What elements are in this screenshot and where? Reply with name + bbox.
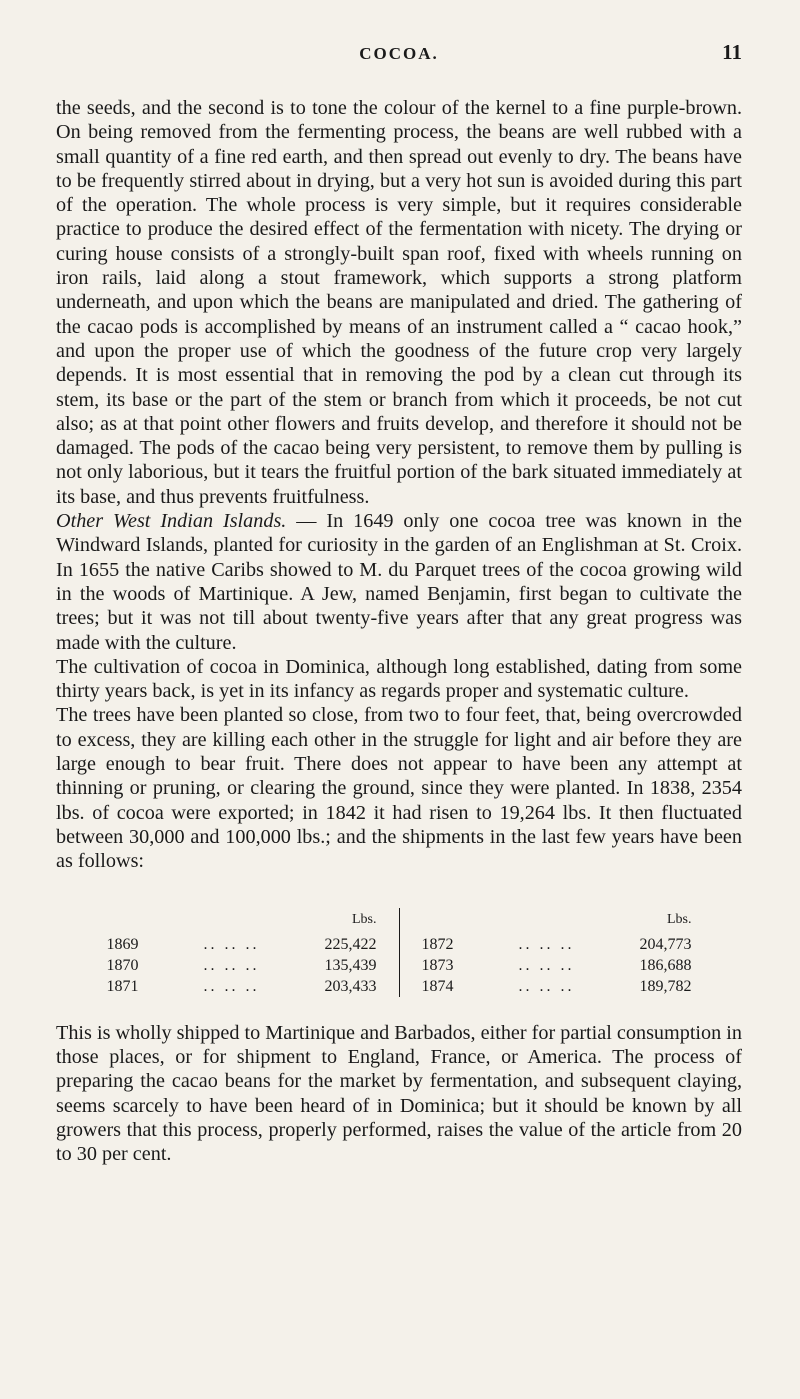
column-unit: Lbs. [667,911,692,927]
row-leader: .. .. .. [203,935,260,953]
table-column-left [85,908,399,997]
row-leader: .. .. .. [518,977,575,995]
body-text [56,96,742,1167]
section-heading: Other West Indian Islands. [56,510,287,533]
paragraph-closing: This is wholly shipped to Martinique and Barbados, either for partial consumption in those places, or for shipment to England, France, or America. The process of preparing the cacao beans for the market by fermentation, and subsequent claying, seems scarcely to have been heard of in Dominica; but it should be known by all growers that this process, properly performed, raises the value of the article from 20 to 30 per cent. [56,1021,742,1166]
row-leader: .. .. .. [203,956,260,974]
row-leader: .. .. .. [203,977,260,995]
running-head [56,38,742,78]
row-year: 1871 [106,977,139,995]
row-value: 135,439 [324,956,377,974]
row-year: 1872 [421,935,454,953]
row-leader: .. .. .. [518,956,575,974]
table-column-right [399,908,714,997]
page-number: 11 [722,40,742,64]
row-value: 189,782 [639,977,692,995]
paragraph-west-indian [56,509,742,655]
shipments-table [56,908,742,997]
row-leader: .. .. .. [518,935,575,953]
table-row [422,934,692,955]
table-row [107,976,377,997]
table-row [107,934,377,955]
table-row [422,976,692,997]
row-year: 1870 [106,956,139,974]
table-row [107,955,377,976]
section-text: In 1649 only one cocoa tree was known in the Windward Islands, planted for curiosity in the garden of an Englishman at St. Croix. In 1655 the native Caribs showed to M. du Parquet trees of the cocoa growing wild in the woods of Martinique. A Jew, named Benjamin, first began to cultivate the trees; but it was not till about twenty-five years after that any great progress was made with the culture. [56,510,742,654]
row-year: 1869 [106,935,139,953]
table-row [422,955,692,976]
row-value: 204,773 [639,935,692,953]
row-year: 1873 [421,956,454,974]
paragraph-seeds: the seeds, and the second is to tone the colour of the kernel to a fine purple-brown. On being removed from the fermenting process, the beans are well rubbed with a small quantity of a fine red earth, and then spread out evenly to dry. The beans have to be frequently stirred about in drying, but a very hot sun is avoided during this part of the operation. The whole process is very simple, but it requires considerable practice to produce the desired effect of the fermentation with nicety. The drying or curing house consists of a strongly-built span roof, fixed with wheels running on iron rails, laid along a stout framework, which supports a strong platform underneath, and upon which the beans are manipulated and dried. The gathering of the cacao pods is accomplished by means of an instrument called a “ cacao hook,” and upon the proper use of which the goodness of the future crop very largely depends. It is most essential that in removing the pod by a clean cut through its stem, its base or the part of the stem or branch from which it proceeds, be not cut also; as at that point other flowers and fruits develop, and therefore it should not be damaged. The pods of the cacao being very persistent, to remove them by pulling is not only laborious, but it tears the fruitful portion of the bark situated immediately at its base, and thus prevents fruitfulness. [56,97,742,508]
column-unit: Lbs. [352,911,377,927]
paragraph-dominica: The cultivation of cocoa in Dominica, although long established, dating from some thirty years back, is yet in its infancy as regards proper and systematic culture. [56,655,742,703]
heading-dash: — [286,510,327,533]
row-year: 1874 [421,977,454,995]
row-value: 186,688 [639,956,692,974]
running-title: COCOA. [359,44,439,63]
row-value: 203,433 [324,977,377,995]
paragraph-trees: The trees have been planted so close, from two to four feet, that, being overcrowded to excess, they are killing each other in the struggle for light and air before they are large enough to bear fruit. There does not appear to have been any attempt at thinning or pruning, or clearing the ground, since they were planted. In 1838, 2354 lbs. of cocoa were exported; in 1842 it had risen to 19,264 lbs. It then fluctuated between 30,000 and 100,000 lbs.; and the shipments in the last few years have been as follows: [56,704,742,873]
row-value: 225,422 [324,935,377,953]
